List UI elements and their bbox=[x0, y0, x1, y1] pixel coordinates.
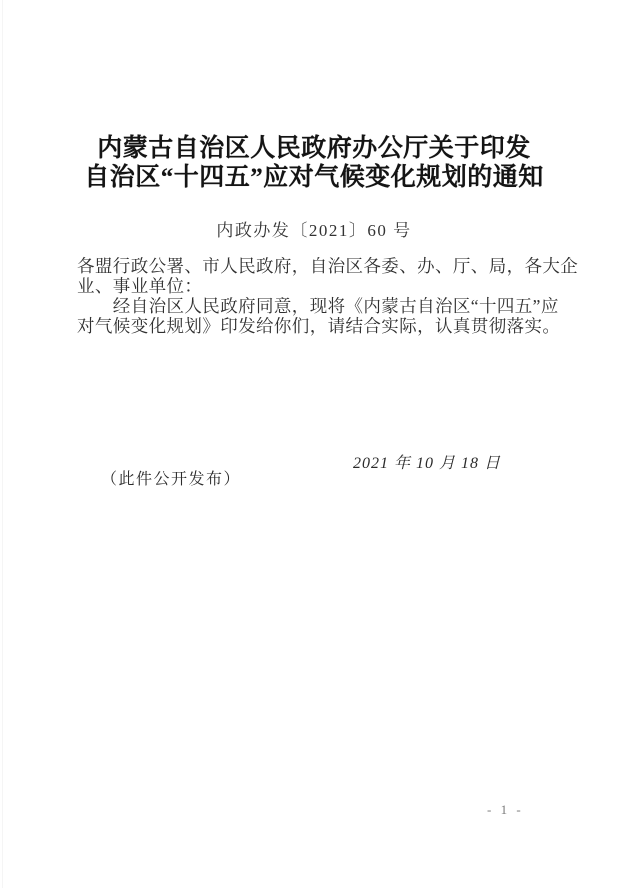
document-title bbox=[0, 134, 628, 192]
document-title-line-1: 内蒙古自治区人民政府办公厅关于印发 bbox=[97, 135, 531, 162]
page-number: - 1 - bbox=[487, 802, 524, 817]
body-line: 各盟行政公署、市人民政府，自治区各委、办、厅、局，各大企 bbox=[77, 256, 579, 276]
body-line: 对气候变化规划》印发给你们，请结合实际，认真贯彻落实。 bbox=[77, 316, 561, 336]
document-title-line-2: 自治区“十四五”应对气候变化规划的通知 bbox=[84, 164, 544, 191]
document-number: 内政办发〔2021〕60 号 bbox=[216, 221, 412, 240]
body-line: 业、事业单位： bbox=[77, 276, 203, 296]
document-body bbox=[77, 256, 579, 336]
public-release-note: （此件公开发布） bbox=[101, 471, 242, 488]
issue-date: 2021 年 10 月 18 日 bbox=[353, 455, 502, 472]
body-line: 经自治区人民政府同意，现将《内蒙古自治区“十四五”应 bbox=[77, 296, 559, 316]
